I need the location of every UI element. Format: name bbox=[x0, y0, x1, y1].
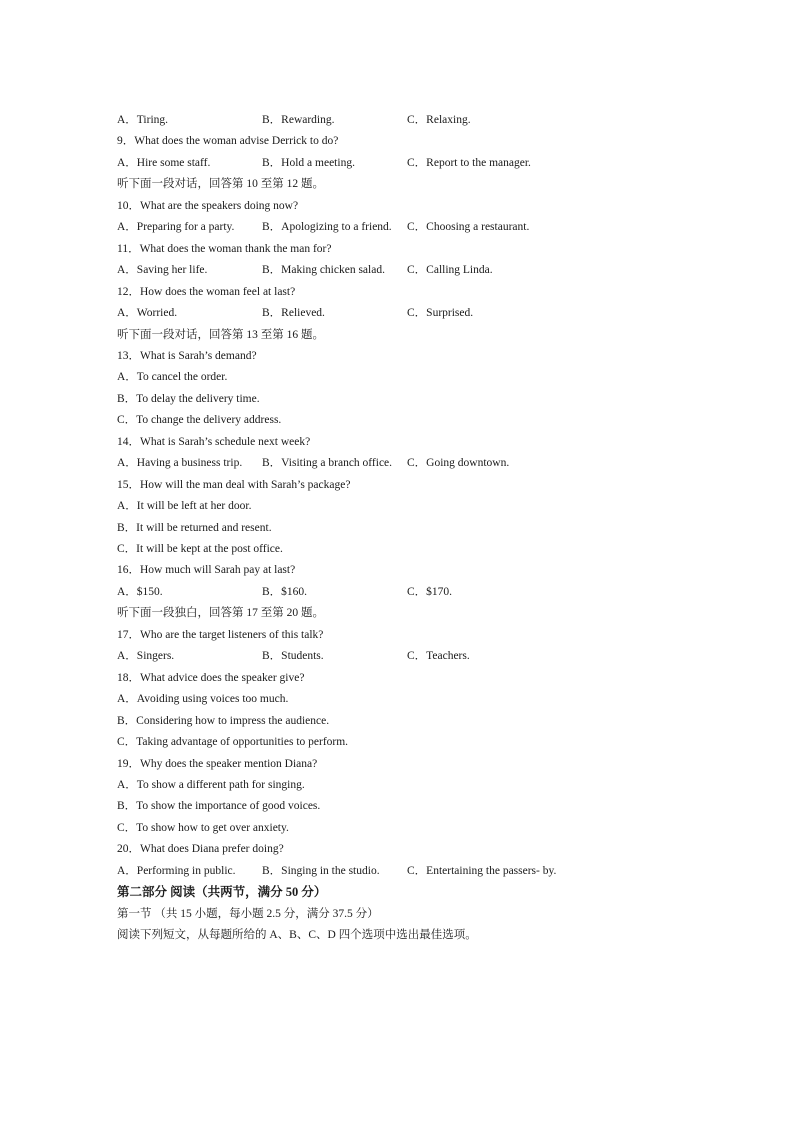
text-line: C．To change the delivery address. bbox=[117, 414, 282, 427]
option-a: A．Preparing for a party. bbox=[117, 221, 235, 234]
option-b: B．Apologizing to a friend. bbox=[262, 221, 392, 234]
option-c: C．Surprised. bbox=[407, 307, 474, 320]
option-a: A．Hire some staff. bbox=[117, 156, 211, 169]
option-row bbox=[117, 263, 577, 277]
text-line: 11．What does the woman thank the man for? bbox=[117, 242, 332, 255]
text-line: 9．What does the woman advise Derrick to do? bbox=[117, 135, 339, 148]
option-b: B．Making chicken salad. bbox=[262, 264, 385, 277]
option-b: B．Hold a meeting. bbox=[262, 156, 355, 169]
option-a: A．Tiring. bbox=[117, 114, 169, 126]
option-a: A．Saving her life. bbox=[117, 264, 208, 277]
text-line: A．Avoiding using voices too much. bbox=[117, 693, 289, 706]
text-line: 第一节 （共 15 小题，每小题 2.5 分，满分 37.5 分） bbox=[117, 907, 379, 920]
option-c: C．Relaxing. bbox=[407, 114, 471, 126]
text-line: B．It will be returned and resent. bbox=[117, 521, 272, 534]
option-a: A．Performing in public. bbox=[117, 864, 236, 877]
text-line: C．To show how to get over anxiety. bbox=[117, 821, 289, 834]
option-row bbox=[117, 156, 577, 170]
option-b: B．Relieved. bbox=[262, 307, 325, 320]
option-c: C．Teachers. bbox=[407, 650, 470, 663]
option-row bbox=[117, 113, 577, 127]
text-line: A．To show a different path for singing. bbox=[117, 778, 305, 791]
text-line: 13．What is Sarah’s demand? bbox=[117, 349, 257, 362]
text-line: 20．What does Diana prefer doing? bbox=[117, 843, 284, 856]
option-row bbox=[117, 585, 577, 599]
option-c: C．Entertaining the passers- by. bbox=[407, 864, 557, 877]
text-line: C．It will be kept at the post office. bbox=[117, 543, 283, 555]
option-row bbox=[117, 864, 577, 878]
text-line: C．Taking advantage of opportunities to perform. bbox=[117, 736, 349, 749]
option-b: B．$160. bbox=[262, 585, 308, 598]
option-c: C．Calling Linda. bbox=[407, 264, 493, 277]
option-a: A．Having a business trip. bbox=[117, 457, 243, 470]
option-row bbox=[117, 649, 577, 663]
option-b: B．Singing in the studio. bbox=[262, 864, 380, 877]
option-a: A．Singers. bbox=[117, 650, 175, 663]
text-line: 17．Who are the target listeners of this talk? bbox=[117, 628, 324, 641]
option-row bbox=[117, 306, 577, 320]
section-heading: 第二部分 阅读（共两节，满分 50 分） bbox=[117, 885, 327, 900]
option-row bbox=[117, 220, 577, 234]
option-b: B．Visiting a branch office. bbox=[262, 457, 393, 470]
option-c: C．Going downtown. bbox=[407, 457, 510, 470]
option-c: C．$170. bbox=[407, 585, 453, 598]
text-line: 听下面一段对话，回答第 10 至第 12 题。 bbox=[117, 178, 324, 191]
option-c: C．Report to the manager. bbox=[407, 156, 531, 169]
text-line: B．To delay the delivery time. bbox=[117, 392, 260, 405]
text-line: 听下面一段独白，回答第 17 至第 20 题。 bbox=[117, 607, 324, 620]
option-a: A．Worried. bbox=[117, 307, 178, 320]
text-line: 阅读下列短文，从每题所给的 A、B、C、D 四个选项中选出最佳选项。 bbox=[117, 929, 477, 942]
text-line: 15．How will the man deal with Sarah’s package? bbox=[117, 478, 351, 491]
text-line: 18．What advice does the speaker give? bbox=[117, 671, 305, 684]
option-c: C．Choosing a restaurant. bbox=[407, 221, 530, 234]
text-line: B．Considering how to impress the audience. bbox=[117, 714, 330, 727]
text-line: A．It will be left at her door. bbox=[117, 500, 252, 513]
text-line: 12．How does the woman feel at last? bbox=[117, 285, 296, 298]
text-line: 14．What is Sarah’s schedule next week? bbox=[117, 435, 311, 448]
text-line: 听下面一段对话，回答第 13 至第 16 题。 bbox=[117, 328, 324, 341]
text-line: B．To show the importance of good voices. bbox=[117, 800, 321, 813]
text-line: A．To cancel the order. bbox=[117, 371, 228, 384]
text-line: 19．Why does the speaker mention Diana? bbox=[117, 757, 318, 770]
option-row bbox=[117, 456, 577, 470]
option-b: B．Rewarding. bbox=[262, 114, 335, 126]
option-a: A．$150. bbox=[117, 585, 163, 598]
option-b: B．Students. bbox=[262, 650, 324, 663]
text-line: 16．How much will Sarah pay at last? bbox=[117, 564, 296, 577]
text-line: 10．What are the speakers doing now? bbox=[117, 199, 299, 212]
